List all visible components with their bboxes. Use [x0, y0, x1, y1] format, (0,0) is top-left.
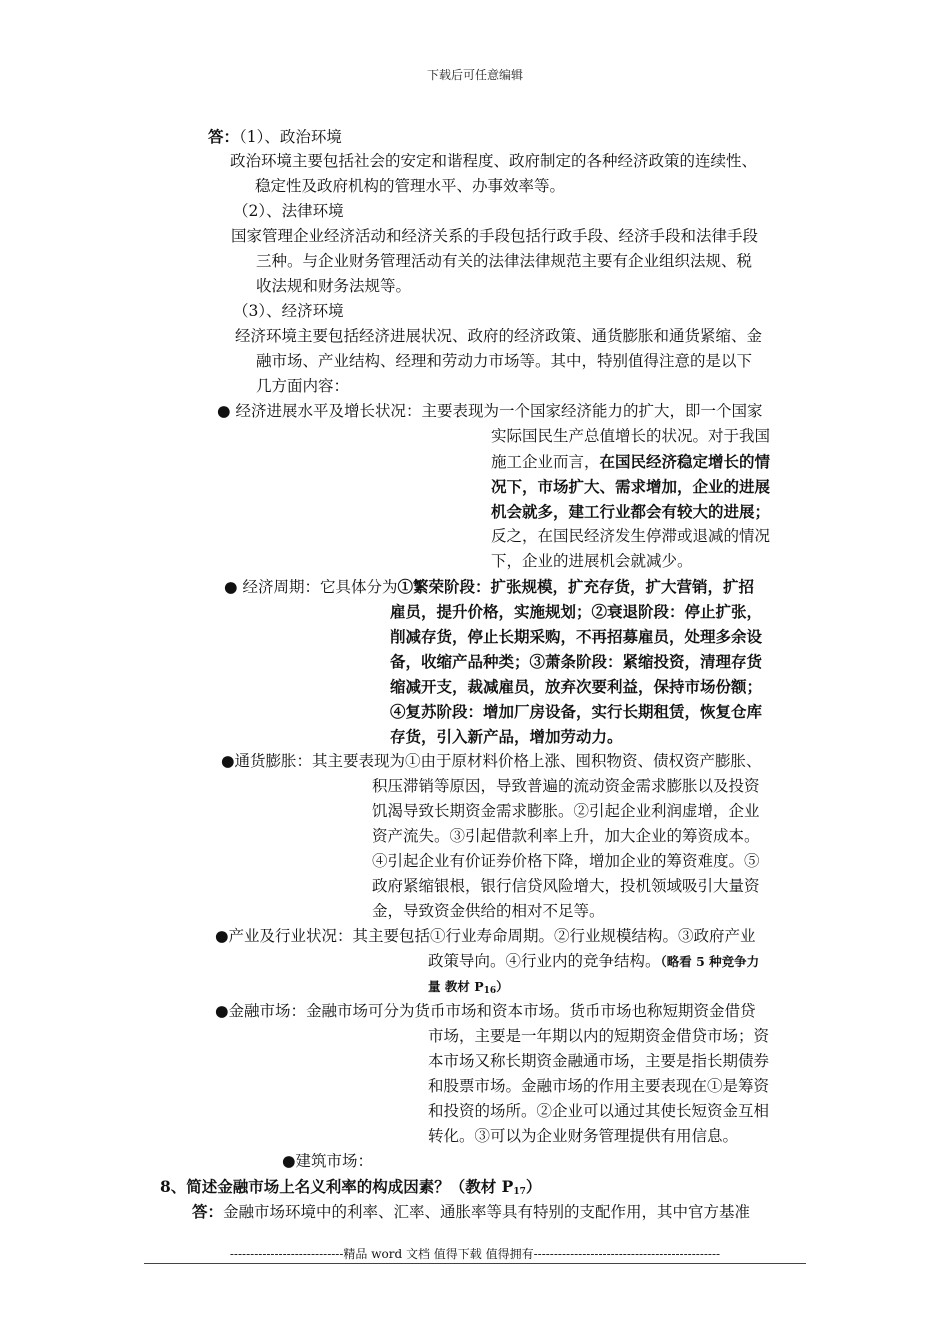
bullet-item-industry: [215, 924, 756, 949]
bullet-text: 经济周期：它具体分为: [242, 578, 398, 596]
bullet-item-inflation: [221, 749, 762, 774]
page-header: 下载后可任意编辑: [426, 68, 523, 82]
bullet-4-text: 政策导向。④行业内的竞争结构。: [428, 952, 661, 970]
answer-label: 答：: [192, 1202, 224, 1221]
section-3-text-line: 融市场、产业结构、经理和劳动力市场等。其中，特别值得注意的是以下: [256, 352, 753, 370]
question-page-sub: 17: [513, 1187, 526, 1197]
bullet-2-line: ④复苏阶段：增加厂房设备，实行长期租赁，恢复仓库: [390, 702, 763, 721]
page-footer: ----------------------------精品 word 文档 值得下载 值得拥有----------------------------------------------: [229, 1247, 721, 1261]
question-close: ）: [525, 1177, 542, 1196]
bullet-1-line: 下，企业的进展机会就减少。: [491, 552, 693, 570]
answer-label: 答：: [208, 127, 240, 146]
bullet-1-emphasis-line: 况下，市场扩大、需求增加，企业的进展: [491, 477, 771, 496]
textbook-page-sub: 16: [483, 986, 497, 996]
bullet-text: 金融市场：金融市场可分为货币市场和资本市场。货币市场也称短期资金借贷: [228, 1002, 756, 1020]
bullet-3-line: 饥渴导致长期资金需求膨胀。②引起企业利润虚增，企业: [372, 802, 760, 820]
footer-divider: [144, 1263, 806, 1264]
bullet-3-line: 金，导致资金供给的相对不足等。: [372, 902, 605, 920]
bullet-item-construction-market: [282, 1149, 373, 1174]
bullet-icon: ●: [221, 752, 235, 770]
bullet-1-emphasis: 在国民经济稳定增长的情: [599, 452, 771, 471]
bullet-text: 经济进展水平及增长状况：主要表现为一个国家经济能力的扩大，即一个国家: [235, 402, 763, 420]
bullet-2-line: 雇员，提升价格，实施规划；②衰退阶段：停止扩张，: [390, 602, 763, 621]
section-1-text-line: 政治环境主要包括社会的安定和谐程度、政府制定的各种经济政策的连续性、: [230, 152, 758, 170]
bullet-3-line: 资产流失。③引起借款利率上升，加大企业的筹资成本。: [372, 827, 760, 845]
section-2-text-line: 三种。与企业财务管理活动有关的法律法律规范主要有企业组织法规、税: [256, 252, 753, 270]
bullet-text: 产业及行业状况：其主要包括①行业寿命周期。②行业规模结构。③政府产业: [228, 927, 756, 945]
section-2-heading: （2）、法律环境: [233, 202, 344, 220]
bullet-icon: ●: [215, 927, 229, 945]
answer-text: 金融市场环境中的利率、汇率、通胀率等具有特别的支配作用，其中官方基准: [223, 1203, 751, 1221]
bullet-3-line: 积压滞销等原因，导致普遍的流动资金需求膨胀以及投资: [372, 777, 760, 795]
bullet-4-line: [428, 949, 759, 974]
bullet-1-emphasis-line: 机会就多，建工行业都会有较大的进展；: [491, 502, 771, 521]
textbook-ref: 量 教材 P: [428, 979, 484, 994]
bullet-2-emphasis: ①繁荣阶段：扩张规模，扩充存货，扩大营销，扩招: [397, 577, 754, 596]
bullet-2-line: 削减存货，停止长期采购，不再招募雇员，处理多余设: [390, 627, 763, 646]
bullet-item-economic-cycle: [224, 574, 754, 600]
section-3-text-line: 经济环境主要包括经济进展状况、政府的经济政策、通货膨胀和通货紧缩、金: [235, 327, 763, 345]
bullet-1-line: 实际国民生产总值增长的状况。对于我国: [491, 427, 771, 445]
bullet-2-line: 存货，引入新产品，增加劳动力。: [390, 727, 623, 746]
section-2-text-line: 国家管理企业经济活动和经济关系的手段包括行政手段、经济手段和法律手段: [231, 227, 759, 245]
bullet-3-line: ④引起企业有价证券价格下降，增加企业的筹资难度。⑤: [372, 852, 760, 870]
bullet-item-economic-development: [217, 399, 762, 424]
bullet-2-line: 备，收缩产品种类；③萧条阶段：紧缩投资，清理存货: [390, 652, 763, 671]
bullet-icon: ●: [224, 578, 238, 596]
bullet-icon: ●: [217, 402, 231, 420]
bullet-2-line: 缩减开支，裁减雇员，放弃次要利益，保持市场份额；: [390, 677, 763, 696]
bullet-1-line: [491, 449, 770, 475]
section-3-text-line: 几方面内容：: [256, 377, 350, 395]
section-1-heading: （1）、政治环境: [239, 128, 342, 146]
question-text: 8、简述金融市场上名义利率的构成因素？（教材 P: [160, 1177, 514, 1196]
bullet-icon: ●: [282, 1152, 296, 1170]
bullet-text: 建筑市场：: [295, 1152, 374, 1170]
bullet-4-note: （略看 5 种竞争力: [660, 954, 760, 969]
section-3-heading: （3）、经济环境: [233, 302, 344, 320]
bullet-icon: ●: [215, 1002, 229, 1020]
section-1-text-line: 稳定性及政府机构的管理水平、办事效率等。: [255, 177, 566, 195]
bullet-item-financial-market: [215, 999, 756, 1024]
question-8-answer: [192, 1199, 750, 1225]
bullet-1-line: 反之，在国民经济发生停滞或退减的情况: [491, 527, 771, 545]
bullet-5-line: 和股票市场。金融市场的作用主要表现在①是筹资: [428, 1077, 770, 1095]
answer-line-1: [208, 124, 342, 150]
bullet-1-text: 施工企业而言，: [491, 453, 600, 471]
bullet-5-line: 市场，主要是一年期以内的短期资金借贷市场；资: [428, 1027, 770, 1045]
textbook-ref-close: ）: [496, 979, 509, 994]
bullet-text: 通货膨胀：其主要表现为①由于原材料价格上涨、囤积物资、债权资产膨胀、: [234, 752, 762, 770]
bullet-5-line: 本市场又称长期资金融通市场，主要是指长期债券: [428, 1052, 770, 1070]
bullet-3-line: 政府紧缩银根，银行信贷风险增大，投机领域吸引大量资: [372, 877, 760, 895]
bullet-5-line: 和投资的场所。②企业可以通过其使长短资金互相: [428, 1102, 770, 1120]
section-2-text-line: 收法规和财务法规等。: [256, 277, 412, 295]
bullet-5-line: 转化。③可以为企业财务管理提供有用信息。: [428, 1127, 739, 1145]
